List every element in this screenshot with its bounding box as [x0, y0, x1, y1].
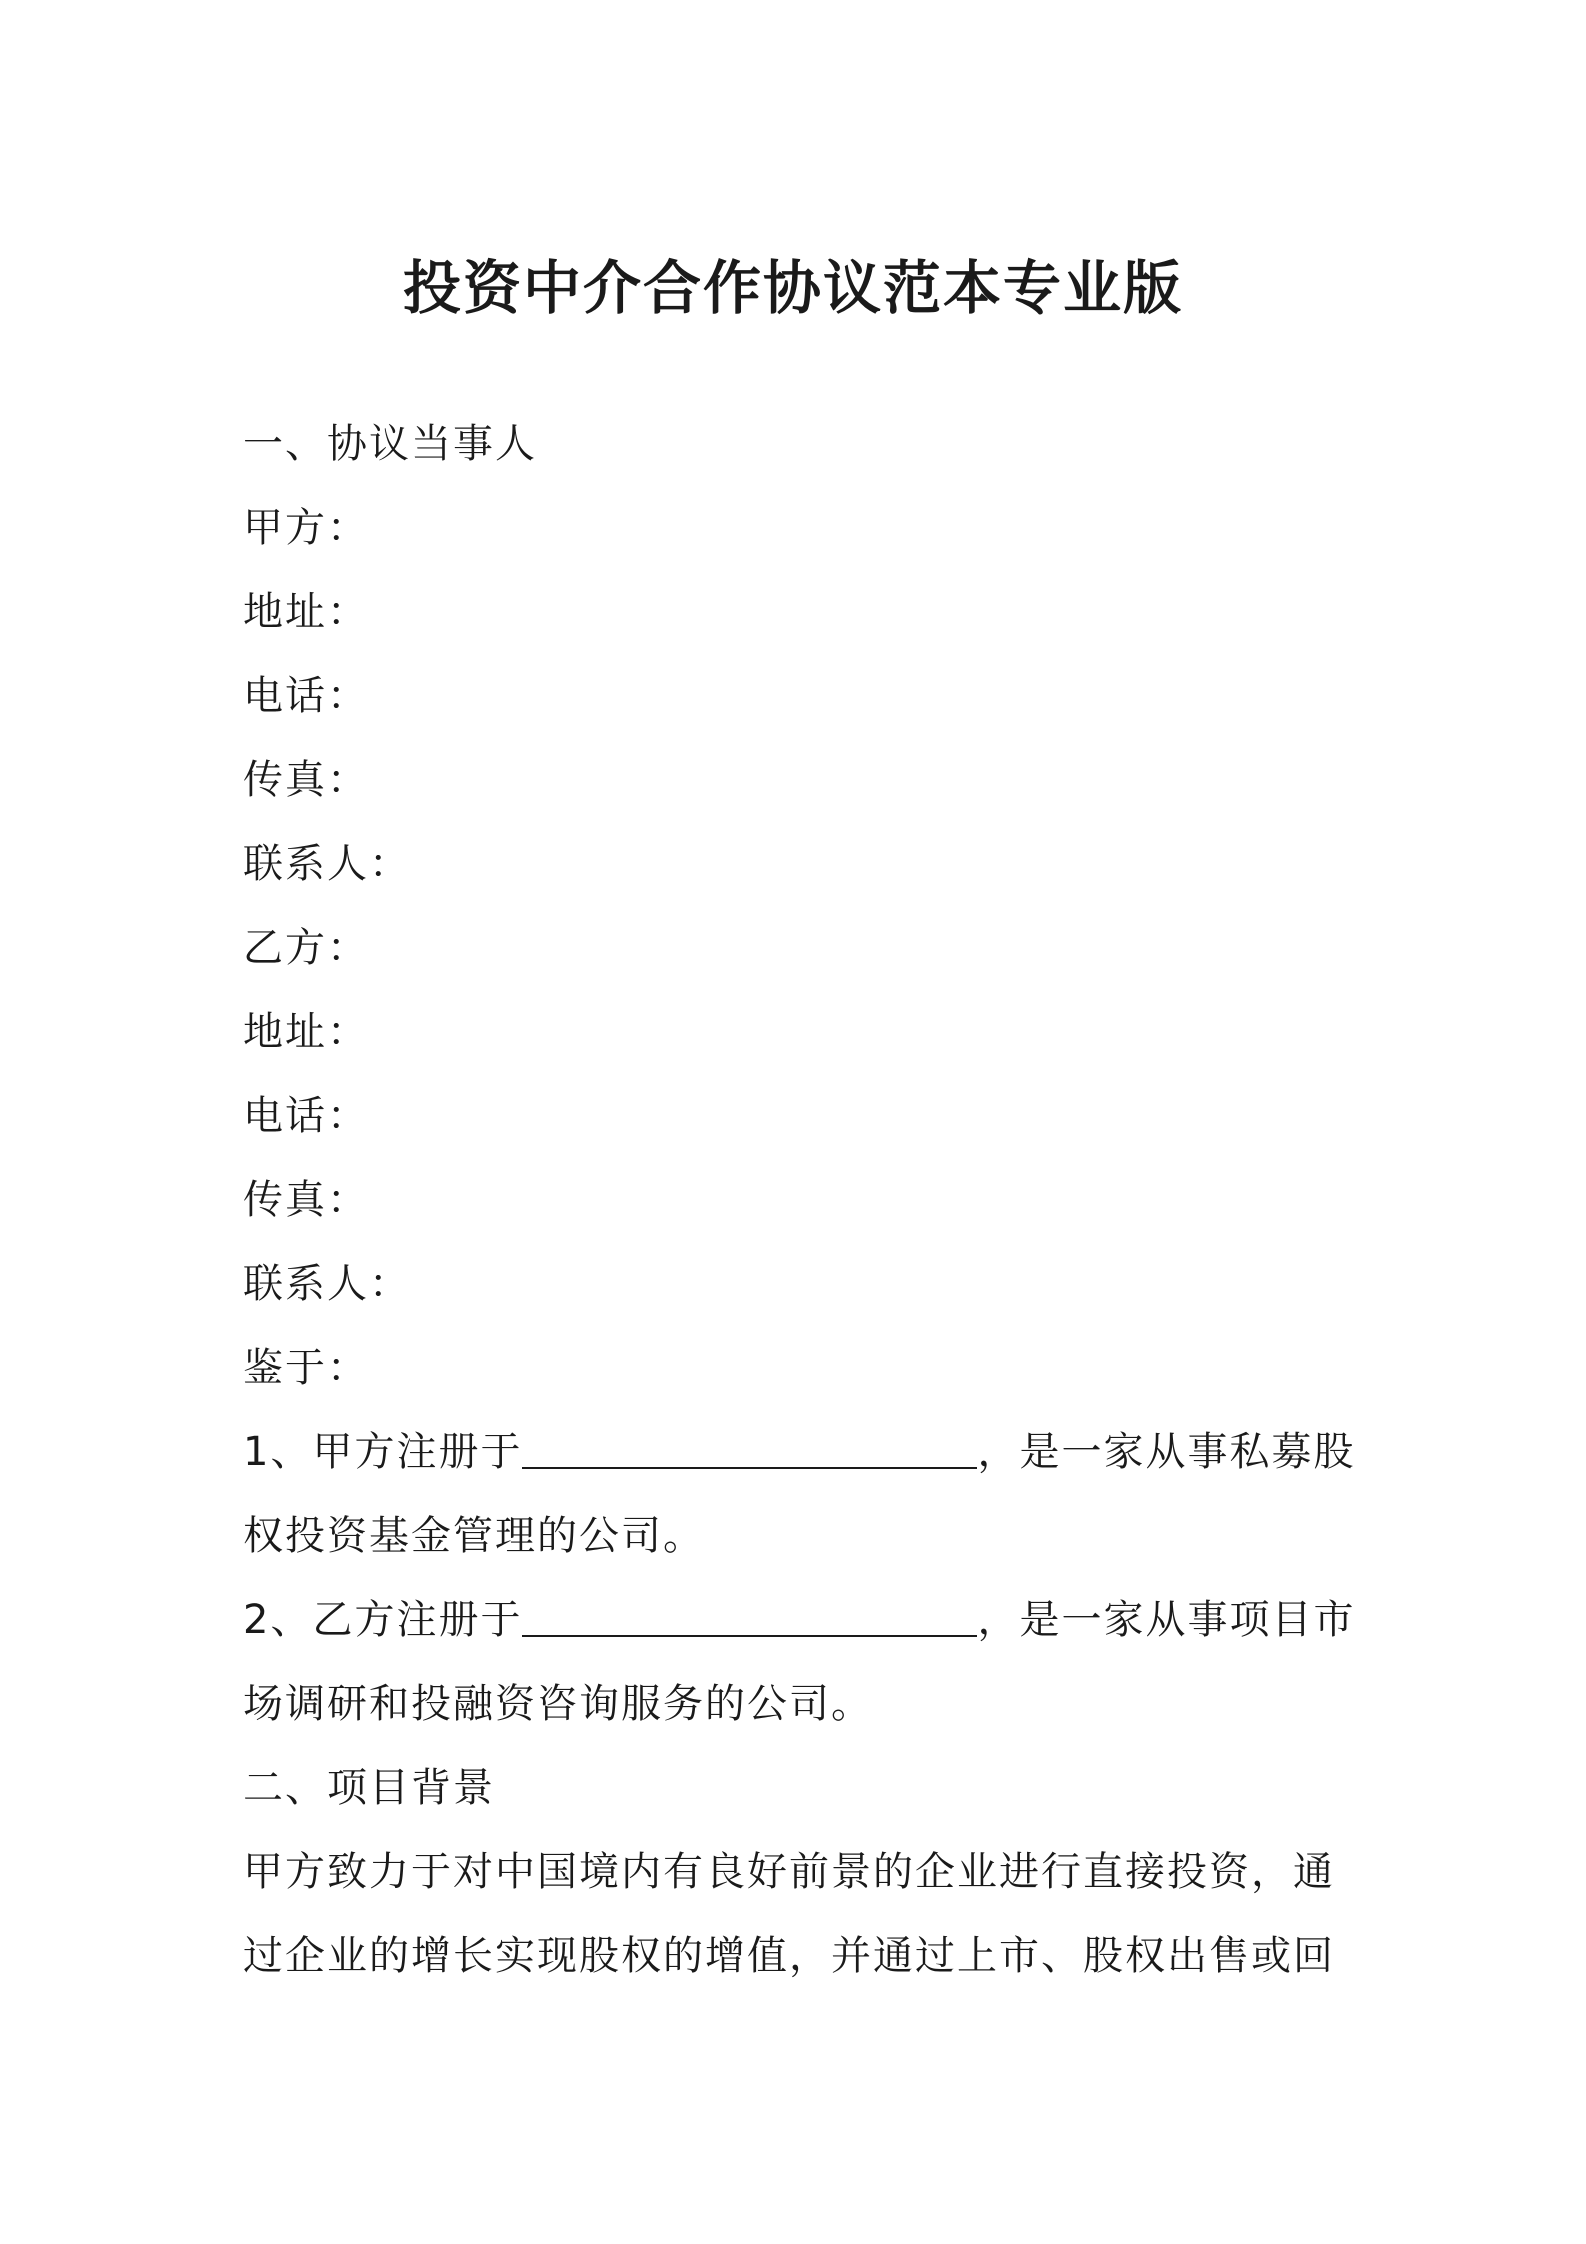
clause-2-blank — [522, 1595, 977, 1637]
party-b-fax-label: 传真： — [243, 1177, 369, 1223]
clause-2-line-1 — [243, 1578, 1363, 1662]
clause-2-line-2: 场调研和投融资咨询服务的公司。 — [243, 1681, 873, 1727]
clause-2-prefix: 2、乙方注册于 — [243, 1597, 523, 1643]
clause-1-blank — [522, 1427, 977, 1469]
party-b-phone-label: 电话： — [243, 1093, 369, 1139]
background-paragraph-line: 甲方致力于对中国境内有良好前景的企业进行直接投资，通 — [243, 1849, 1335, 1895]
party-b-address-label: 地址： — [243, 1009, 369, 1055]
whereas-label: 鉴于： — [243, 1345, 369, 1391]
party-a-phone-label: 电话： — [243, 673, 369, 719]
clause-1-suffix: ，是一家从事私募股 — [977, 1429, 1356, 1475]
party-a-name-label: 甲方： — [243, 505, 369, 551]
clause-1-line-1 — [243, 1410, 1363, 1494]
clause-1-prefix: 1、甲方注册于 — [243, 1429, 523, 1475]
background-paragraph-line: 过企业的增长实现股权的增值，并通过上市、股权出售或回 — [243, 1933, 1335, 1979]
document-title: 投资中介合作协议范本专业版 — [402, 254, 1183, 322]
party-a-contact-label: 联系人： — [243, 841, 411, 887]
party-b-contact-label: 联系人： — [243, 1261, 411, 1307]
section-heading-parties: 一、协议当事人 — [243, 421, 537, 467]
party-b-name-label: 乙方： — [243, 925, 369, 971]
clause-1-line-2: 权投资基金管理的公司。 — [243, 1513, 705, 1559]
section-heading-background: 二、项目背景 — [243, 1765, 495, 1811]
party-a-fax-label: 传真： — [243, 757, 369, 803]
clause-2-suffix: ，是一家从事项目市 — [977, 1597, 1356, 1643]
document-body — [243, 402, 1363, 1998]
party-a-address-label: 地址： — [243, 589, 369, 635]
